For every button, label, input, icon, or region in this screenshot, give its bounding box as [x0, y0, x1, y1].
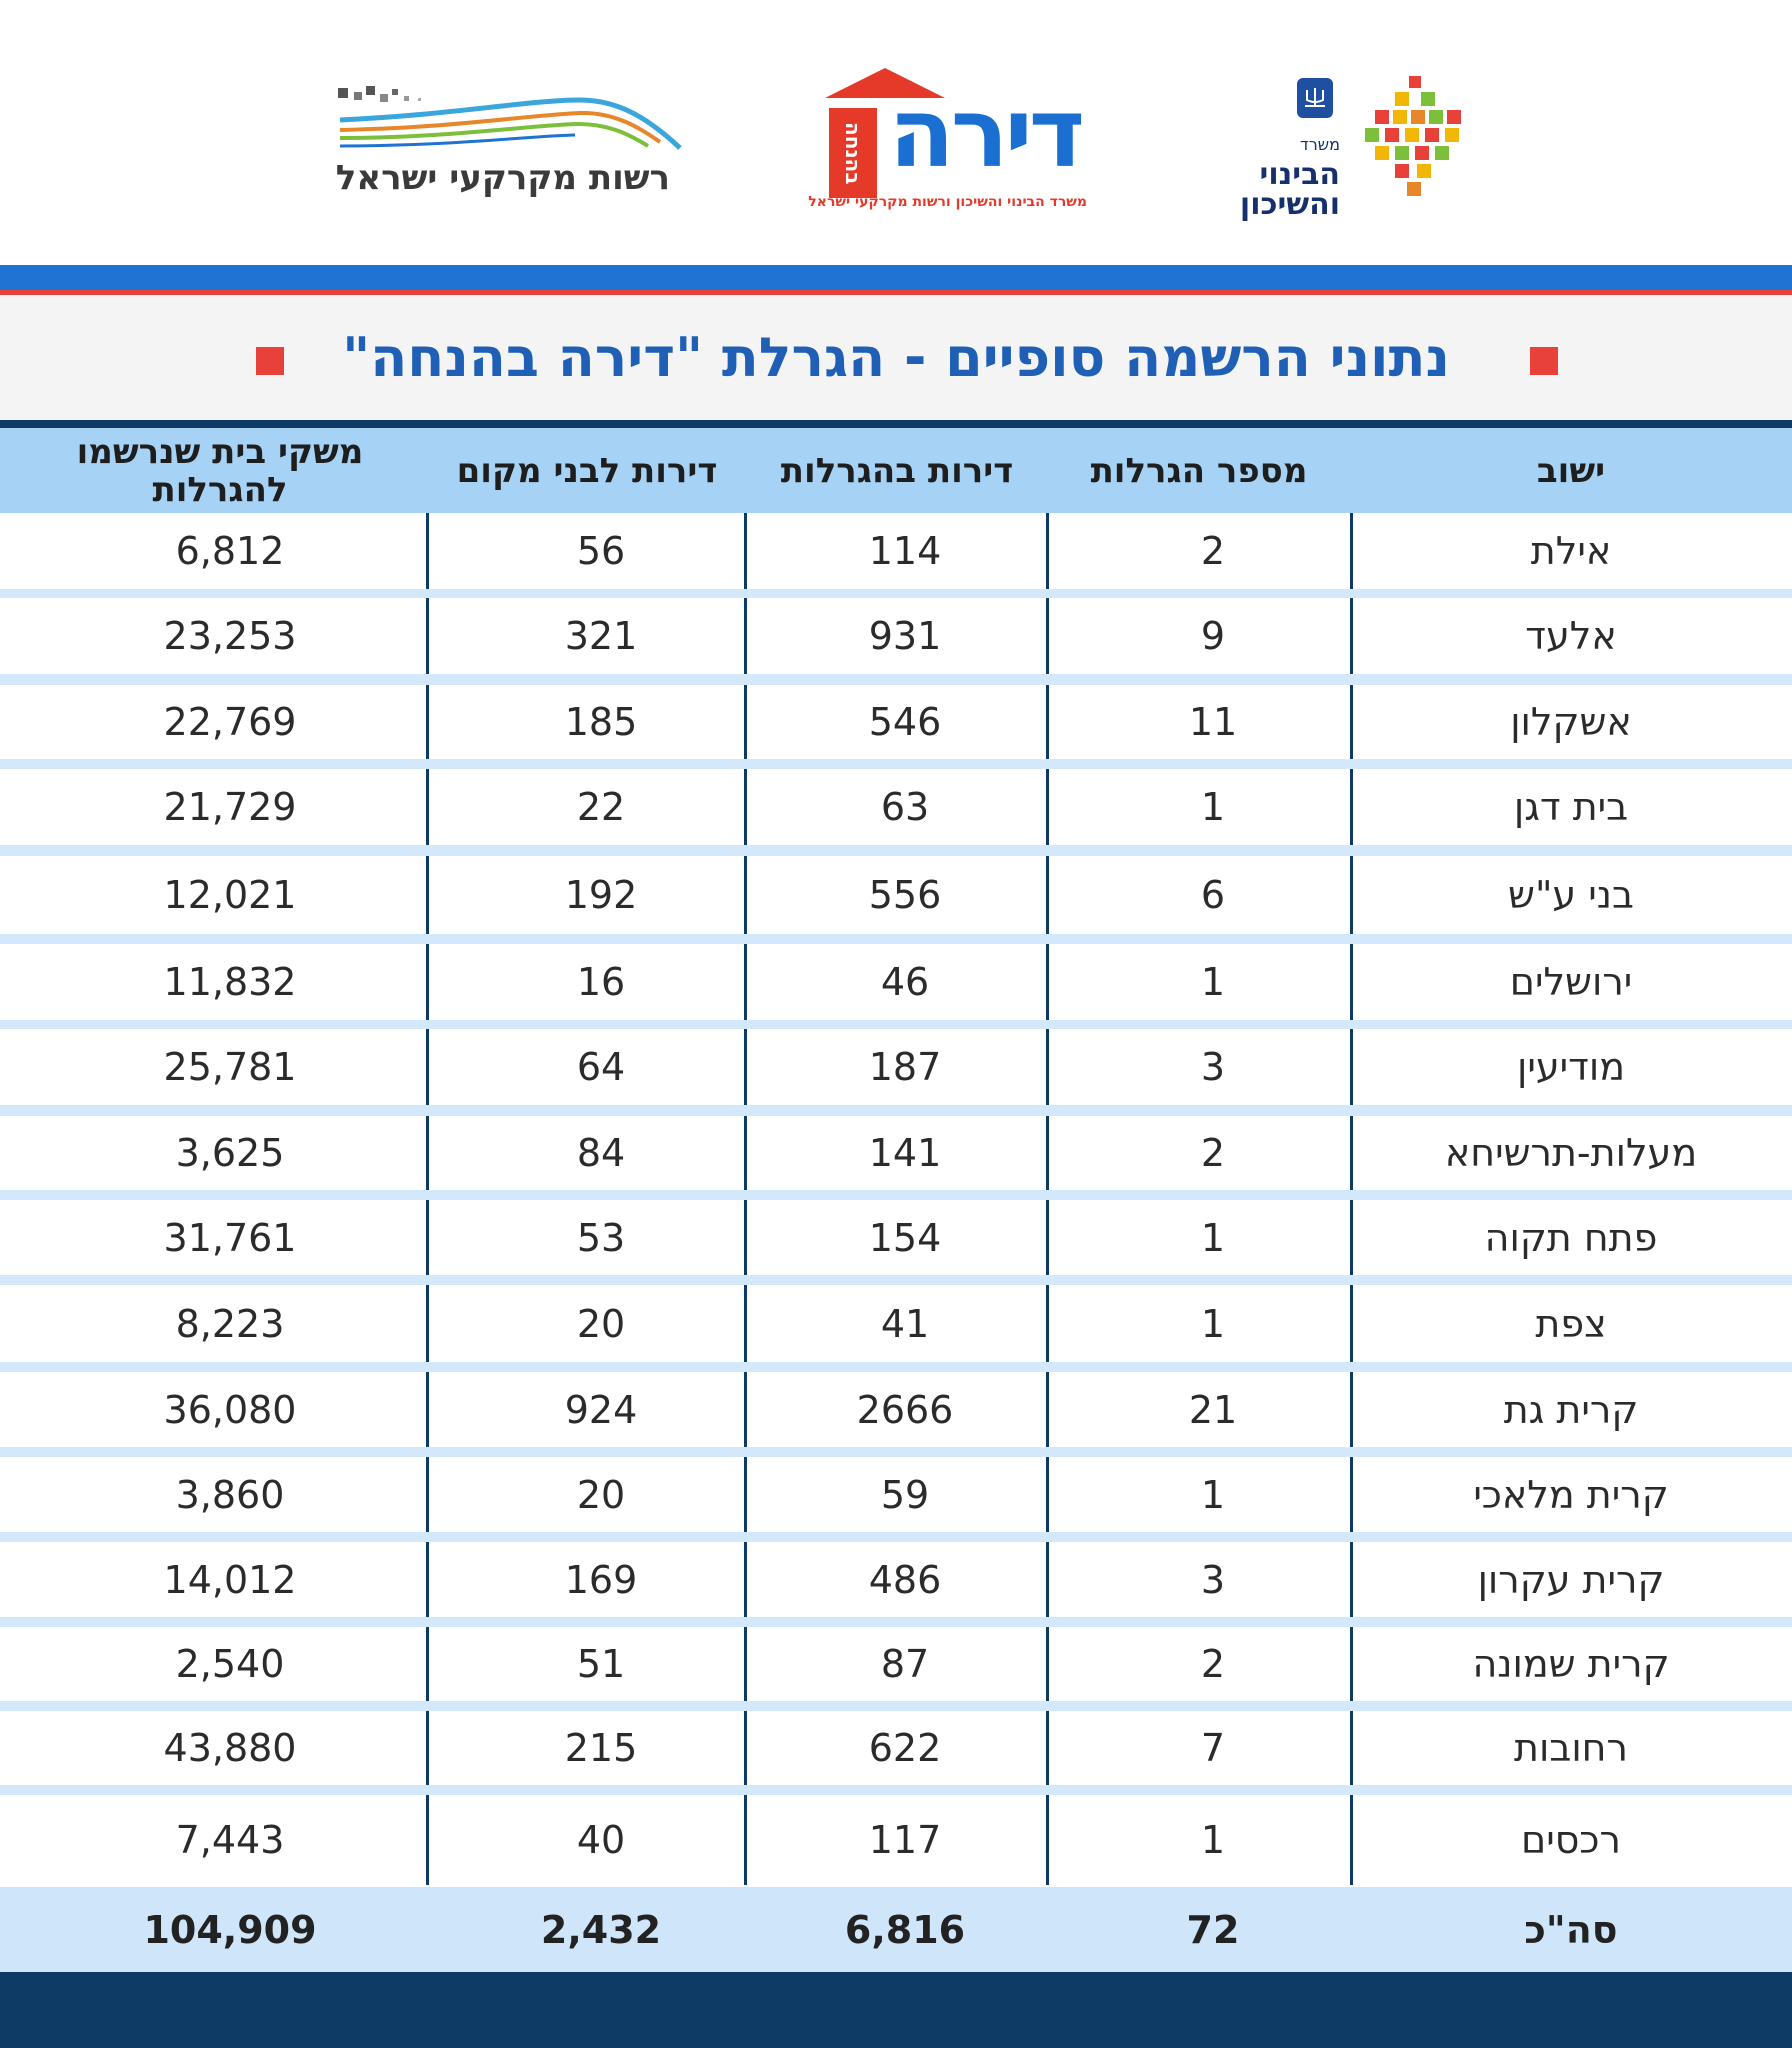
- cell-households: 7,443: [175, 1818, 285, 1862]
- column-divider: [1046, 1372, 1049, 1447]
- column-divider: [1046, 1029, 1049, 1105]
- table-total-row: [0, 1887, 1792, 1972]
- cell-apartments: 87: [880, 1642, 930, 1686]
- column-divider: [426, 685, 429, 759]
- column-divider: [426, 1285, 429, 1362]
- cell-town: אלעד: [1525, 614, 1617, 658]
- column-divider: [744, 1457, 747, 1532]
- cell-lotteries: 21: [1188, 1387, 1238, 1432]
- ministry-name: [1215, 130, 1340, 220]
- table-row: [0, 1285, 1792, 1362]
- ministry-line2: והשיכון: [1239, 187, 1340, 222]
- cell-apartments: 556: [868, 873, 942, 917]
- cell-apartments: 154: [868, 1215, 942, 1260]
- total-apartments: 6,816: [844, 1907, 966, 1952]
- column-divider: [426, 1627, 429, 1701]
- cell-apartments: 622: [868, 1726, 942, 1770]
- cell-households: 12,021: [163, 873, 297, 917]
- cell-lotteries: 1: [1200, 785, 1226, 829]
- row-separator: [0, 1617, 1792, 1627]
- column-divider: [744, 1116, 747, 1190]
- column-divider: [744, 1372, 747, 1447]
- table-row: [0, 513, 1792, 589]
- title-bullet-left-icon: [256, 347, 284, 375]
- cell-apartments: 117: [868, 1818, 942, 1862]
- cell-apartments: 41: [880, 1301, 930, 1346]
- cell-town: מעלות-תרשיחא: [1444, 1131, 1698, 1175]
- column-divider: [1046, 513, 1049, 589]
- table-row: [0, 944, 1792, 1020]
- cell-apartments: 2666: [856, 1387, 954, 1432]
- header-town: ישוב: [1536, 450, 1606, 491]
- cell-locals: 51: [576, 1642, 626, 1686]
- column-divider: [1046, 856, 1049, 934]
- column-divider: [744, 1627, 747, 1701]
- column-divider: [1046, 1795, 1049, 1885]
- cell-apartments: 141: [868, 1131, 942, 1175]
- column-divider: [1350, 1457, 1353, 1532]
- cell-apartments: 114: [868, 529, 942, 573]
- cell-town: קרית מלאכי: [1473, 1472, 1669, 1517]
- cell-town: בית דגן: [1513, 785, 1629, 829]
- cell-apartments: 59: [880, 1472, 930, 1517]
- header-locals: דירות לבני מקום: [456, 450, 718, 491]
- cell-town: רחובות: [1514, 1726, 1628, 1770]
- column-divider: [1046, 1627, 1049, 1701]
- cell-town: קרית שמונה: [1472, 1642, 1670, 1686]
- column-divider: [1046, 944, 1049, 1020]
- cell-locals: 56: [576, 529, 626, 573]
- cell-households: 3,625: [175, 1131, 285, 1175]
- cell-locals: 40: [576, 1818, 626, 1862]
- cell-lotteries: 2: [1200, 1642, 1226, 1686]
- table-row: [0, 1372, 1792, 1447]
- table-row: [0, 1627, 1792, 1701]
- cell-lotteries: 6: [1200, 873, 1226, 917]
- column-divider: [744, 944, 747, 1020]
- table-row: [0, 1711, 1792, 1785]
- column-divider: [744, 1285, 747, 1362]
- cell-lotteries: 11: [1188, 700, 1238, 744]
- column-divider: [426, 513, 429, 589]
- table-row: [0, 598, 1792, 674]
- row-separator: [0, 759, 1792, 769]
- column-divider: [744, 1542, 747, 1617]
- row-separator: [0, 845, 1792, 856]
- cell-lotteries: 1: [1200, 1215, 1226, 1260]
- cell-households: 21,729: [163, 785, 297, 829]
- table-row: [0, 1542, 1792, 1617]
- row-separator: [0, 1105, 1792, 1116]
- cell-lotteries: 1: [1200, 1301, 1226, 1346]
- cell-town: ירושלים: [1509, 960, 1633, 1004]
- ministry-housing-logo: [1215, 70, 1475, 220]
- cell-apartments: 486: [868, 1557, 942, 1602]
- column-divider: [1046, 1542, 1049, 1617]
- cell-lotteries: 1: [1200, 960, 1226, 1004]
- cell-town: אשקלון: [1510, 700, 1632, 744]
- cell-town: אילת: [1530, 529, 1612, 573]
- column-divider: [1046, 1116, 1049, 1190]
- title-bullet-right-icon: [1530, 347, 1558, 375]
- column-divider: [744, 1029, 747, 1105]
- row-separator: [0, 1362, 1792, 1372]
- column-divider: [744, 513, 747, 589]
- cell-lotteries: 2: [1200, 529, 1226, 573]
- cell-town: בני ע"ש: [1508, 873, 1634, 917]
- cell-locals: 20: [576, 1472, 626, 1517]
- cell-apartments: 46: [880, 960, 930, 1004]
- header-blue-stripe: [0, 265, 1792, 290]
- column-divider: [744, 1200, 747, 1275]
- column-divider: [1046, 1711, 1049, 1785]
- land-waves-icon: [330, 80, 690, 160]
- column-divider: [426, 1200, 429, 1275]
- column-divider: [1350, 1200, 1353, 1275]
- row-separator: [0, 1701, 1792, 1711]
- row-separator: [0, 1020, 1792, 1029]
- column-divider: [744, 1795, 747, 1885]
- table-row: [0, 1457, 1792, 1532]
- menorah-emblem-icon: [1295, 76, 1335, 120]
- column-divider: [1350, 1795, 1353, 1885]
- header-lotteries: מספר הגרלות: [1090, 450, 1308, 491]
- column-divider: [744, 685, 747, 759]
- cell-apartments: 63: [880, 785, 930, 829]
- column-divider: [744, 856, 747, 934]
- cell-locals: 84: [576, 1131, 626, 1175]
- row-separator: [0, 674, 1792, 685]
- israel-land-authority-logo: [330, 80, 690, 200]
- cell-town: קרית גת: [1503, 1387, 1639, 1432]
- column-divider: [1350, 944, 1353, 1020]
- cell-apartments: 931: [868, 614, 942, 658]
- cell-households: 22,769: [163, 700, 297, 744]
- column-divider: [426, 1711, 429, 1785]
- cell-locals: 321: [564, 614, 638, 658]
- ministry-line1: הבינוי: [1259, 157, 1340, 192]
- cell-households: 43,880: [163, 1726, 297, 1770]
- table-row: [0, 1795, 1792, 1885]
- table-row: [0, 856, 1792, 934]
- cell-locals: 185: [564, 700, 638, 744]
- cell-locals: 22: [576, 785, 626, 829]
- total-households: 104,909: [143, 1907, 317, 1952]
- dira-behanacha-logo: [808, 68, 1087, 218]
- header-households: משקי בית שנרשמו להגרלות: [76, 431, 364, 510]
- cell-households: 3,860: [175, 1472, 285, 1517]
- column-divider: [1350, 856, 1353, 934]
- column-divider: [426, 856, 429, 934]
- cell-locals: 16: [576, 960, 626, 1004]
- column-divider: [1046, 1285, 1049, 1362]
- column-divider: [426, 1372, 429, 1447]
- column-divider: [744, 1711, 747, 1785]
- column-divider: [426, 944, 429, 1020]
- row-separator: [0, 1785, 1792, 1795]
- column-divider: [1350, 1029, 1353, 1105]
- cell-households: 11,832: [163, 960, 297, 1004]
- footer-band: [0, 1972, 1792, 2048]
- cell-households: 23,253: [163, 614, 297, 658]
- column-divider: [1046, 1457, 1049, 1532]
- cell-locals: 215: [564, 1726, 638, 1770]
- column-divider: [1350, 769, 1353, 845]
- column-divider: [1046, 1200, 1049, 1275]
- column-divider: [1350, 598, 1353, 674]
- houses-star-icon: [1355, 70, 1475, 210]
- column-divider: [426, 1116, 429, 1190]
- column-divider: [1046, 598, 1049, 674]
- table-top-border: [0, 420, 1792, 428]
- cell-lotteries: 1: [1200, 1472, 1226, 1517]
- total-label: סה"כ: [1524, 1907, 1618, 1952]
- row-separator: [0, 1190, 1792, 1200]
- cell-town: מודיעין: [1516, 1045, 1626, 1089]
- column-divider: [1046, 769, 1049, 845]
- cell-lotteries: 1: [1200, 1818, 1226, 1862]
- cell-town: צפת: [1535, 1301, 1607, 1346]
- header-apartments: דירות בהגרלות: [780, 450, 1014, 491]
- column-divider: [1350, 513, 1353, 589]
- column-divider: [426, 1457, 429, 1532]
- cell-locals: 20: [576, 1301, 626, 1346]
- cell-households: 6,812: [175, 529, 285, 573]
- table-row: [0, 685, 1792, 759]
- logos-header: [0, 0, 1792, 265]
- dira-subtitle: משרד הבינוי והשיכון ורשות מקרקעי ישראל: [808, 194, 1087, 210]
- cell-households: 36,080: [163, 1387, 297, 1432]
- column-divider: [744, 598, 747, 674]
- column-divider: [1046, 685, 1049, 759]
- cell-households: 31,761: [163, 1215, 297, 1260]
- total-lotteries: 72: [1186, 1907, 1240, 1952]
- cell-lotteries: 9: [1200, 614, 1226, 658]
- cell-lotteries: 3: [1200, 1557, 1226, 1602]
- column-divider: [744, 769, 747, 845]
- cell-apartments: 187: [868, 1045, 942, 1089]
- ministry-prefix: משרד: [1300, 135, 1340, 154]
- column-divider: [426, 769, 429, 845]
- cell-households: 8,223: [175, 1301, 285, 1346]
- table-header: [0, 428, 1792, 513]
- row-separator: [0, 934, 1792, 944]
- column-divider: [426, 598, 429, 674]
- cell-households: 2,540: [175, 1642, 285, 1686]
- cell-lotteries: 7: [1200, 1726, 1226, 1770]
- row-separator: [0, 589, 1792, 598]
- column-divider: [1350, 1372, 1353, 1447]
- ila-name: רשות מקרקעי ישראל: [335, 158, 670, 198]
- column-divider: [426, 1542, 429, 1617]
- row-separator: [0, 1532, 1792, 1542]
- cell-town: פתח תקוה: [1484, 1215, 1658, 1260]
- cell-locals: 169: [564, 1557, 638, 1602]
- cell-households: 14,012: [163, 1557, 297, 1602]
- cell-lotteries: 2: [1200, 1131, 1226, 1175]
- column-divider: [1350, 1542, 1353, 1617]
- table-row: [0, 1200, 1792, 1275]
- column-divider: [1350, 1285, 1353, 1362]
- page-title: נתוני הרשמה סופיים - הגרלת "דירה בהנחה": [342, 326, 1450, 389]
- cell-town: קרית עקרון: [1477, 1557, 1665, 1602]
- column-divider: [1350, 685, 1353, 759]
- column-divider: [1350, 1116, 1353, 1190]
- column-divider: [426, 1029, 429, 1105]
- row-separator: [0, 1447, 1792, 1457]
- cell-locals: 192: [564, 873, 638, 917]
- cell-locals: 924: [564, 1387, 638, 1432]
- dira-side-label: בהנחה: [829, 108, 877, 198]
- table-row: [0, 1116, 1792, 1190]
- table-row: [0, 1029, 1792, 1105]
- cell-locals: 64: [576, 1045, 626, 1089]
- cell-locals: 53: [576, 1215, 626, 1260]
- cell-apartments: 546: [868, 700, 942, 744]
- cell-town: רכסים: [1521, 1818, 1621, 1862]
- total-locals: 2,432: [540, 1907, 662, 1952]
- cell-lotteries: 3: [1200, 1045, 1226, 1089]
- column-divider: [426, 1795, 429, 1885]
- column-divider: [1350, 1711, 1353, 1785]
- dira-word: דירה: [888, 77, 1082, 189]
- table-row: [0, 769, 1792, 845]
- cell-households: 25,781: [163, 1045, 297, 1089]
- row-separator: [0, 1275, 1792, 1285]
- column-divider: [1350, 1627, 1353, 1701]
